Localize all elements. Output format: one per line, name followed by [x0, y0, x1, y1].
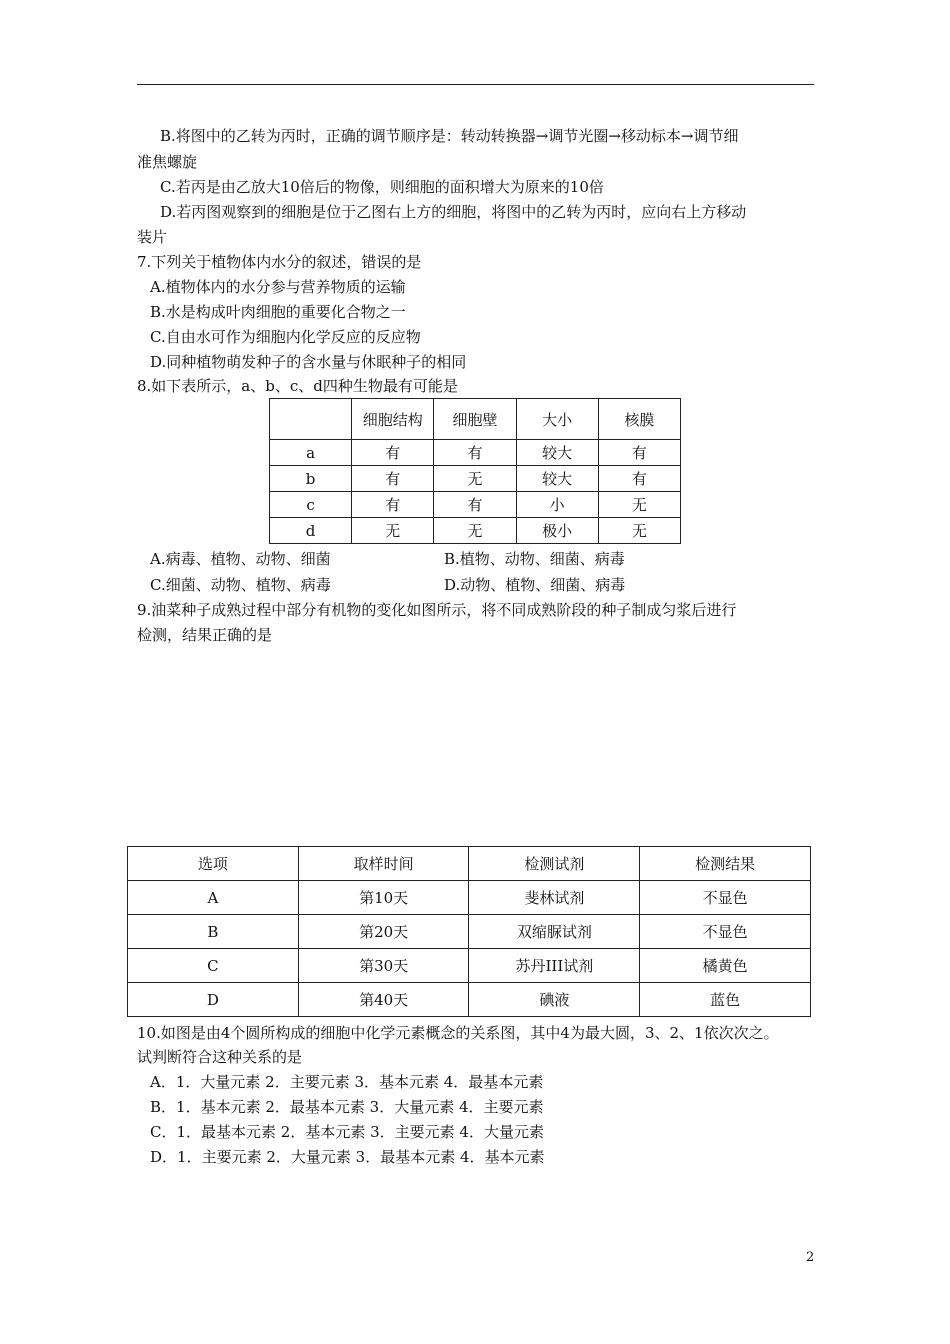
- table-cell: d: [270, 518, 352, 544]
- q9-stem-line2: 检测，结果正确的是: [137, 626, 273, 644]
- table-cell: 较大: [516, 466, 598, 492]
- q10-option-a: A．1．大量元素 2．主要元素 3．基本元素 4．最基本元素: [150, 1073, 544, 1091]
- q8-option-d: D.动物、植物、细菌、病毒: [444, 576, 626, 594]
- table-cell: 较大: [516, 440, 598, 466]
- table-cell: 无: [352, 518, 434, 544]
- table-header-cell: 取样时间: [298, 847, 469, 881]
- table-cell: 极小: [516, 518, 598, 544]
- table-cell: 有: [352, 492, 434, 518]
- table-cell: 碘液: [469, 983, 640, 1017]
- table-cell: B: [128, 915, 299, 949]
- table-cell: 第40天: [298, 983, 469, 1017]
- table-cell: 小: [516, 492, 598, 518]
- table-cell: 有: [434, 492, 516, 518]
- table-cell: 无: [598, 518, 680, 544]
- table-cell: 蓝色: [640, 983, 811, 1017]
- q8-stem: 8.如下表所示，a、b、c、d四种生物最有可能是: [137, 377, 458, 395]
- table-row: [128, 881, 811, 915]
- table-cell: a: [270, 440, 352, 466]
- table-header-row: [128, 847, 811, 881]
- table-header-row: [270, 399, 681, 440]
- q8-table: [269, 398, 681, 544]
- table-row: [270, 492, 681, 518]
- table-row: [270, 518, 681, 544]
- table-cell: A: [128, 881, 299, 915]
- table-header-cell: 细胞结构: [352, 399, 434, 440]
- table-header-cell: 选项: [128, 847, 299, 881]
- q7-stem: 7.下列关于植物体内水分的叙述，错误的是: [137, 253, 422, 271]
- q10-stem-line2: 试判断符合这种关系的是: [137, 1048, 303, 1066]
- q7-option-d: D.同种植物萌发种子的含水量与休眠种子的相同: [150, 353, 467, 371]
- table-cell: 有: [598, 466, 680, 492]
- table-cell: 苏丹III试剂: [469, 949, 640, 983]
- table-row: [128, 915, 811, 949]
- table-header-cell: 检测结果: [640, 847, 811, 881]
- q6-option-c: C.若丙是由乙放大10倍后的物像，则细胞的面积增大为原来的10倍: [160, 178, 604, 196]
- q6-option-d-line2: 装片: [137, 228, 168, 246]
- table-cell: 无: [434, 466, 516, 492]
- q7-option-c: C.自由水可作为细胞内化学反应的反应物: [150, 328, 421, 346]
- q8-option-a: A.病毒、植物、动物、细菌: [150, 550, 331, 568]
- q6-option-b-line1: B.将图中的乙转为丙时，正确的调节顺序是：转动转换器→调节光圈→移动标本→调节细: [160, 127, 739, 145]
- table-cell: 第10天: [298, 881, 469, 915]
- q10-option-b: B．1．基本元素 2．最基本元素 3．大量元素 4．主要元素: [150, 1098, 544, 1116]
- page-number: 2: [806, 1250, 815, 1265]
- q10-stem-line1: 10.如图是由4个圆所构成的细胞中化学元素概念的关系图，其中4为最大圆，3、2、1依次次之。: [137, 1024, 779, 1042]
- table-cell: 有: [352, 440, 434, 466]
- table-cell: 有: [352, 466, 434, 492]
- table-cell: 橘黄色: [640, 949, 811, 983]
- table-row: [270, 440, 681, 466]
- table-header-cell: 大小: [516, 399, 598, 440]
- q7-option-b: B.水是构成叶肉细胞的重要化合物之一: [150, 303, 406, 321]
- q9-table: [127, 846, 811, 1017]
- q8-option-c: C.细菌、动物、植物、病毒: [150, 576, 331, 594]
- table-cell: 双缩脲试剂: [469, 915, 640, 949]
- table-cell: 第20天: [298, 915, 469, 949]
- table-row: [128, 949, 811, 983]
- table-header-cell: 细胞壁: [434, 399, 516, 440]
- table-cell: C: [128, 949, 299, 983]
- table-row: [270, 466, 681, 492]
- table-cell: 有: [434, 440, 516, 466]
- table-header-cell: [270, 399, 352, 440]
- table-row: [128, 983, 811, 1017]
- table-cell: 第30天: [298, 949, 469, 983]
- table-cell: b: [270, 466, 352, 492]
- table-header-cell: 检测试剂: [469, 847, 640, 881]
- q10-option-c: C．1．最基本元素 2．基本元素 3．主要元素 4．大量元素: [150, 1123, 544, 1141]
- q9-stem-line1: 9.油菜种子成熟过程中部分有机物的变化如图所示，将不同成熟阶段的种子制成匀浆后进行: [137, 601, 737, 619]
- table-cell: 无: [598, 492, 680, 518]
- q10-option-d: D．1．主要元素 2．大量元素 3．最基本元素 4．基本元素: [150, 1148, 545, 1166]
- table-cell: c: [270, 492, 352, 518]
- table-cell: 斐林试剂: [469, 881, 640, 915]
- table-header-cell: 核膜: [598, 399, 680, 440]
- q6-option-b-line2: 准焦螺旋: [137, 153, 198, 171]
- table-cell: 不显色: [640, 881, 811, 915]
- q7-option-a: A.植物体内的水分参与营养物质的运输: [150, 278, 406, 296]
- header-rule: [137, 84, 814, 85]
- table-cell: D: [128, 983, 299, 1017]
- table-cell: 有: [598, 440, 680, 466]
- table-cell: 无: [434, 518, 516, 544]
- q6-option-d-line1: D.若丙图观察到的细胞是位于乙图右上方的细胞，将图中的乙转为丙时，应向右上方移动: [160, 203, 747, 221]
- q8-option-b: B.植物、动物、细菌、病毒: [444, 550, 625, 568]
- table-cell: 不显色: [640, 915, 811, 949]
